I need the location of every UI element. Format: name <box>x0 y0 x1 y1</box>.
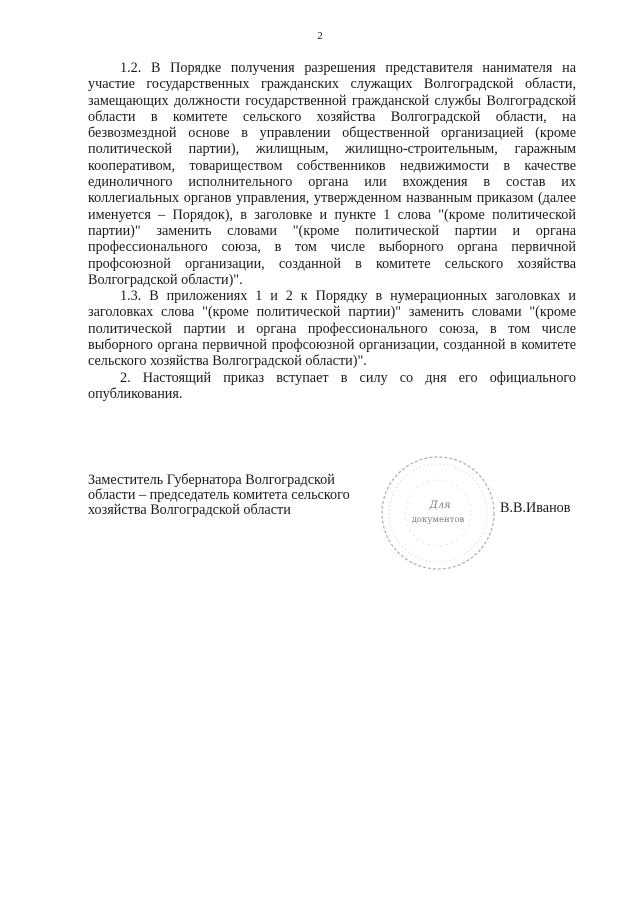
paragraph-2: 2. Настоящий приказ вступает в силу со дня его официального опубликования. <box>88 369 576 402</box>
stamp-seal-icon <box>376 451 500 575</box>
official-stamp <box>376 451 500 575</box>
signer-title: Заместитель Губернатора Волгоградской области – председатель комитета сельского хозяйства Волгоградской области <box>88 472 350 518</box>
document-body <box>88 60 576 402</box>
paragraph-1-3: 1.3. В приложениях 1 и 2 к Порядку в нумерационных заголовках и заголовках слова "(кроме политической партии)" заменить словами "(кроме политической партии и органа профессионального союза, в том числе выборного органа первичной профсоюзной организации, созданной в комитете сельского хозяйства Волгоградской области)". <box>88 288 576 370</box>
paragraph-1-2: 1.2. В Порядке получения разрешения представителя нанимателя на участие государственных гражданских служащих Волгоградской области, замещающих должности государственной гражданской службы Волгоградской области в комитете сельского хозяйства Волгоградской области, на безвозмездной основе в управлении общественной организацией (кроме политической партии), жилищным, жилищно-строительным, гаражным кооперативом, товариществом собственников недвижимости в качестве единоличного исполнительного органа или вхождения в состав их коллегиальных органов управления, утвержденном названным приказом (далее именуется – Порядок), в заголовке и пункте 1 слова "(кроме политической партии)" заменить словами "(кроме политической партии и органа профессионального союза, в том числе выборного органа первичной профсоюзной организации, созданной в комитете сельского хозяйства Волгоградской области)". <box>88 60 576 288</box>
svg-text:Для: Для <box>429 500 451 511</box>
signer-name: В.В.Иванов <box>500 500 571 516</box>
svg-text:документов: документов <box>411 515 465 525</box>
signature-block <box>88 473 588 573</box>
page-number: 2 <box>317 30 323 42</box>
